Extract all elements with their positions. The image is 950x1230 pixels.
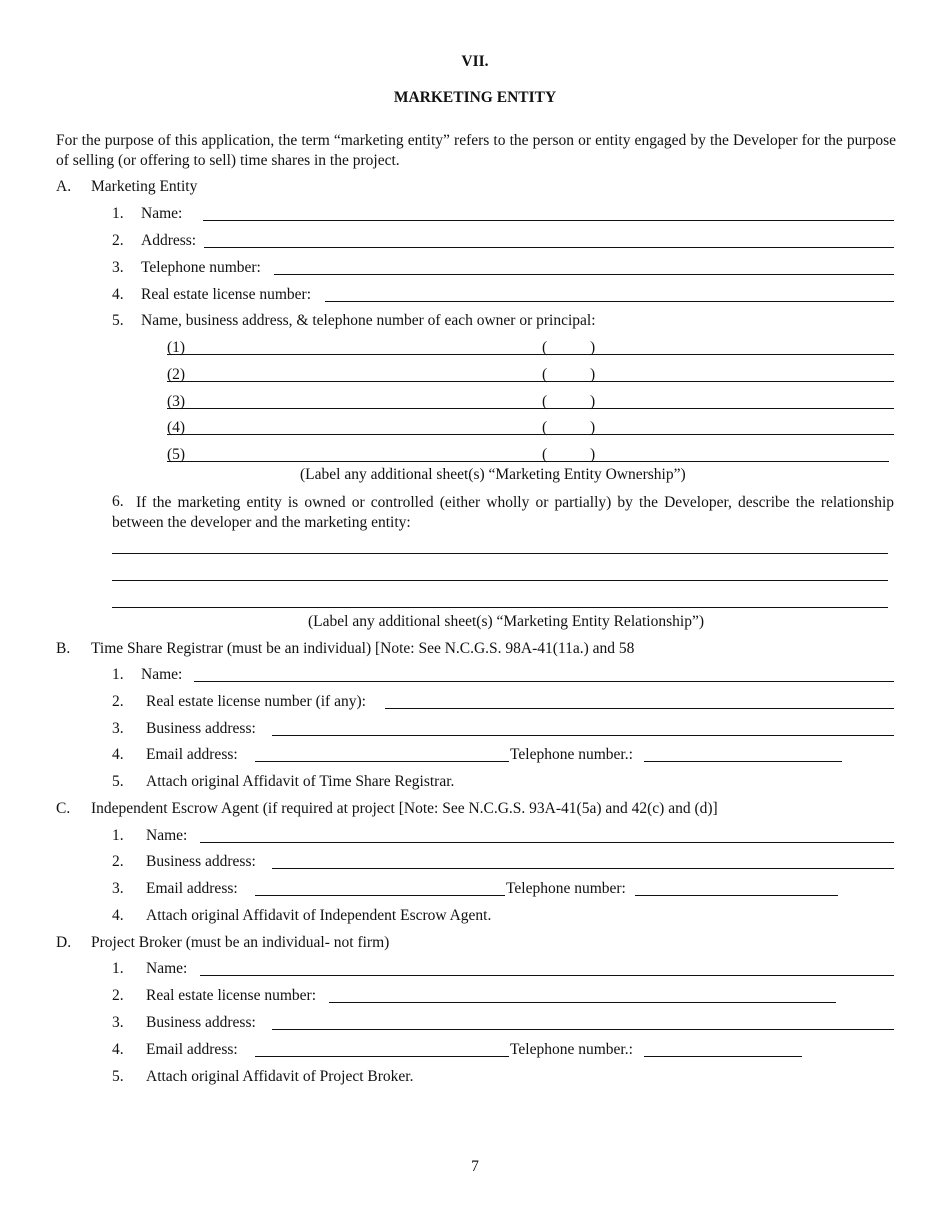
d4-email-field[interactable] [255,1056,509,1057]
relationship-note: (Label any additional sheet(s) “Marketing Entity Relationship”) [308,613,704,630]
section-c-letter: C. [56,800,71,817]
d3-business-address-field[interactable] [272,1029,894,1030]
a1-name-field[interactable] [203,220,894,221]
b2-label: Real estate license number (if any): [146,693,366,710]
d4-telephone-field[interactable] [644,1056,802,1057]
b3-business-address-field[interactable] [272,735,894,736]
owner-row-2-paren-close: ) [590,366,596,383]
b2-number: 2. [112,693,124,710]
a1-number: 1. [112,205,124,222]
b3-label: Business address: [146,720,256,737]
c1-label: Name: [146,827,188,844]
c3-telephone-label: Telephone number: [506,880,626,897]
relationship-line-3[interactable] [112,607,888,608]
c4-label: Attach original Affidavit of Independent Escrow Agent. [146,907,492,924]
relationship-line-2[interactable] [112,580,888,581]
c3-email-label: Email address: [146,880,238,897]
b2-license-field[interactable] [385,708,894,709]
b4-telephone-field[interactable] [644,761,842,762]
section-b-title: Time Share Registrar (must be an individual) [Note: See N.C.G.S. 98A-41(11a.) and 58 [91,640,635,657]
b5-label: Attach original Affidavit of Time Share Registrar. [146,773,455,790]
a5-number: 5. [112,312,124,329]
a2-address-field[interactable] [204,247,894,248]
owner-row-5-number: (5) [167,446,186,463]
c2-number: 2. [112,853,124,870]
owner-row-3-field[interactable] [167,408,894,409]
c1-number: 1. [112,827,124,844]
ownership-note: (Label any additional sheet(s) “Marketing Entity Ownership”) [300,466,686,483]
a4-label: Real estate license number: [141,286,312,303]
d4-number: 4. [112,1041,124,1058]
owner-row-3-paren-open: ( [542,393,548,410]
b4-email-label: Email address: [146,746,238,763]
owner-row-5-field[interactable] [167,461,889,462]
section-a-letter: A. [56,178,72,195]
d4-telephone-label: Telephone number.: [510,1041,633,1058]
b1-label: Name: [141,666,183,683]
b1-name-field[interactable] [194,681,894,682]
b4-telephone-label: Telephone number.: [510,746,633,763]
d4-email-label: Email address: [146,1041,238,1058]
section-b-letter: B. [56,640,71,657]
section-title: MARKETING ENTITY [393,89,557,106]
owner-row-3-number: (3) [167,393,186,410]
d2-license-field[interactable] [329,1002,836,1003]
owner-row-4-paren-open: ( [542,419,548,436]
a3-label: Telephone number: [141,259,261,276]
owner-row-4-number: (4) [167,419,186,436]
a4-license-field[interactable] [325,301,894,302]
section-a-title: Marketing Entity [91,178,198,195]
b4-number: 4. [112,746,124,763]
d2-label: Real estate license number: [146,987,317,1004]
d3-number: 3. [112,1014,124,1031]
c2-business-address-field[interactable] [272,868,894,869]
a5-label: Name, business address, & telephone number of each owner or principal: [141,312,596,329]
d5-number: 5. [112,1068,124,1085]
relationship-line-1[interactable] [112,553,888,554]
section-c-title: Independent Escrow Agent (if required at project [Note: See N.C.G.S. 93A-41(5a) and 42(c) and (d)] [91,800,718,817]
d3-label: Business address: [146,1014,256,1031]
c3-telephone-field[interactable] [635,895,838,896]
a6-text: If the marketing entity is owned or controlled (either wholly or partially) by the Developer, describe the relationship between the developer and the marketing entity: [112,494,894,531]
owner-row-5-paren-close: ) [590,446,596,463]
section-number: VII. [461,53,489,70]
c4-number: 4. [112,907,124,924]
section-d-letter: D. [56,934,72,951]
a2-label: Address: [141,232,197,249]
owner-row-2-field[interactable] [167,381,894,382]
c1-name-field[interactable] [200,842,894,843]
d1-label: Name: [146,960,188,977]
owner-row-3-paren-close: ) [590,393,596,410]
owner-row-4-field[interactable] [167,434,894,435]
d1-name-field[interactable] [200,975,894,976]
c3-email-field[interactable] [255,895,505,896]
d5-label: Attach original Affidavit of Project Broker. [146,1068,414,1085]
owner-row-2-paren-open: ( [542,366,548,383]
b5-number: 5. [112,773,124,790]
c3-number: 3. [112,880,124,897]
b1-number: 1. [112,666,124,683]
d1-number: 1. [112,960,124,977]
b3-number: 3. [112,720,124,737]
a6-number: 6. [112,493,124,510]
a2-number: 2. [112,232,124,249]
owner-row-2-number: (2) [167,366,186,383]
owner-row-1-number: (1) [167,339,186,356]
b4-email-field[interactable] [255,761,509,762]
intro-paragraph: For the purpose of this application, the term “marketing entity” refers to the person or entity engaged by the Developer for the purpose of selling (or offering to sell) time shares in the project. [56,132,896,169]
section-d-title: Project Broker (must be an individual- not firm) [91,934,390,951]
a3-number: 3. [112,259,124,276]
a1-label: Name: [141,205,183,222]
a4-number: 4. [112,286,124,303]
owner-row-1-field[interactable] [167,354,894,355]
d2-number: 2. [112,987,124,1004]
a3-telephone-field[interactable] [274,274,894,275]
owner-row-4-paren-close: ) [590,419,596,436]
owner-row-1-paren-close: ) [590,339,596,356]
owner-row-1-paren-open: ( [542,339,548,356]
c2-label: Business address: [146,853,256,870]
owner-row-5-paren-open: ( [542,446,548,463]
page-number: 7 [471,1158,479,1175]
